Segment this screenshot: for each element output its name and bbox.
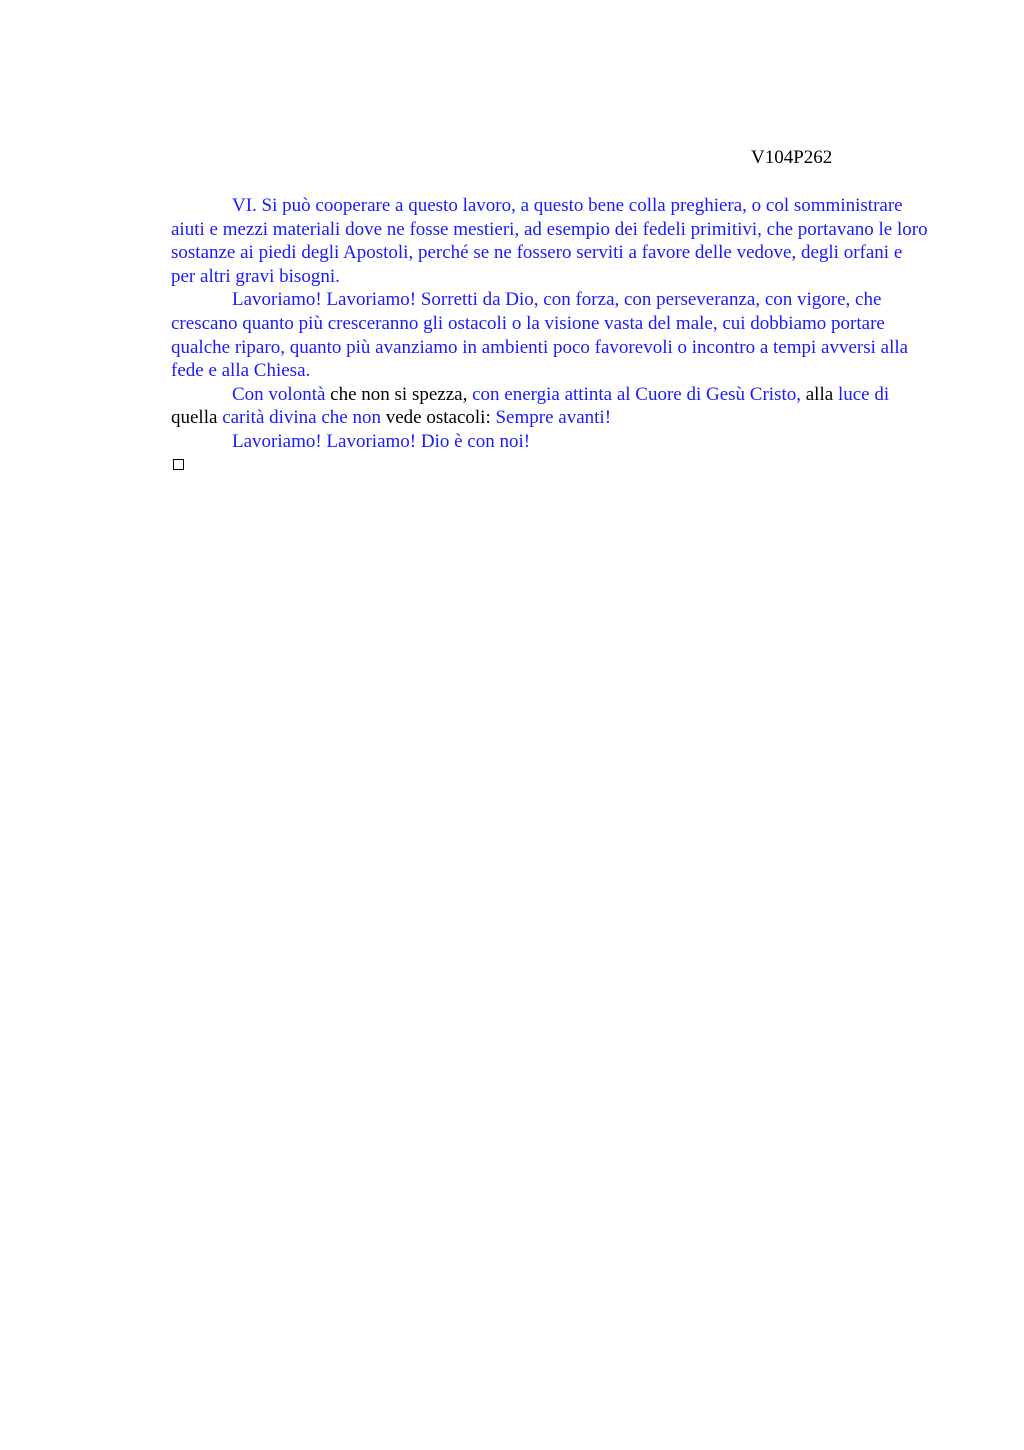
text-segment: che non si spezza, xyxy=(325,383,473,405)
document-body xyxy=(171,194,931,454)
text-segment: Con volontà xyxy=(232,383,326,405)
text-segment: quella xyxy=(171,407,223,429)
text-segment: alla xyxy=(801,383,838,405)
paragraph-text: Lavoriamo! Lavoriamo! Sorretti da Dio, con forza, con perseveranza, con vigore, che crescano quanto più cresceranno gli ostacoli o la visione vasta del male, cui dobbiamo portare qualche riparo, quanto più avanziamo in ambienti poco favorevoli o incontro a tempi avversi alla fede e alla Chiesa. xyxy=(171,289,909,382)
text-segment: carità divina che non xyxy=(222,407,381,429)
paragraph-2 xyxy=(171,288,931,382)
text-segment: Sempre avanti! xyxy=(495,407,612,429)
empty-square-icon xyxy=(173,459,184,470)
text-segment: vede ostacoli: xyxy=(380,407,496,429)
paragraph-text: Lavoriamo! Lavoriamo! Dio è con noi! xyxy=(232,430,531,452)
paragraph-3 xyxy=(171,383,931,430)
paragraph-text: VI. Si può cooperare a questo lavoro, a questo bene colla preghiera, o col somministrare aiuti e mezzi materiali dove ne fosse mestieri, ad esempio dei fedeli primitivi, che portavano le loro sostanze ai piedi degli Apostoli, perché se ne fossero serviti a favore delle vedove, degli orfani e per altri gravi bisogni. xyxy=(171,195,928,287)
page-reference: V104P262 xyxy=(751,147,833,168)
text-segment: con energia attinta al Cuore di Gesù Cristo, xyxy=(472,383,801,405)
paragraph-1 xyxy=(171,194,931,288)
paragraph-4 xyxy=(171,430,931,454)
text-segment: luce di xyxy=(837,383,890,405)
